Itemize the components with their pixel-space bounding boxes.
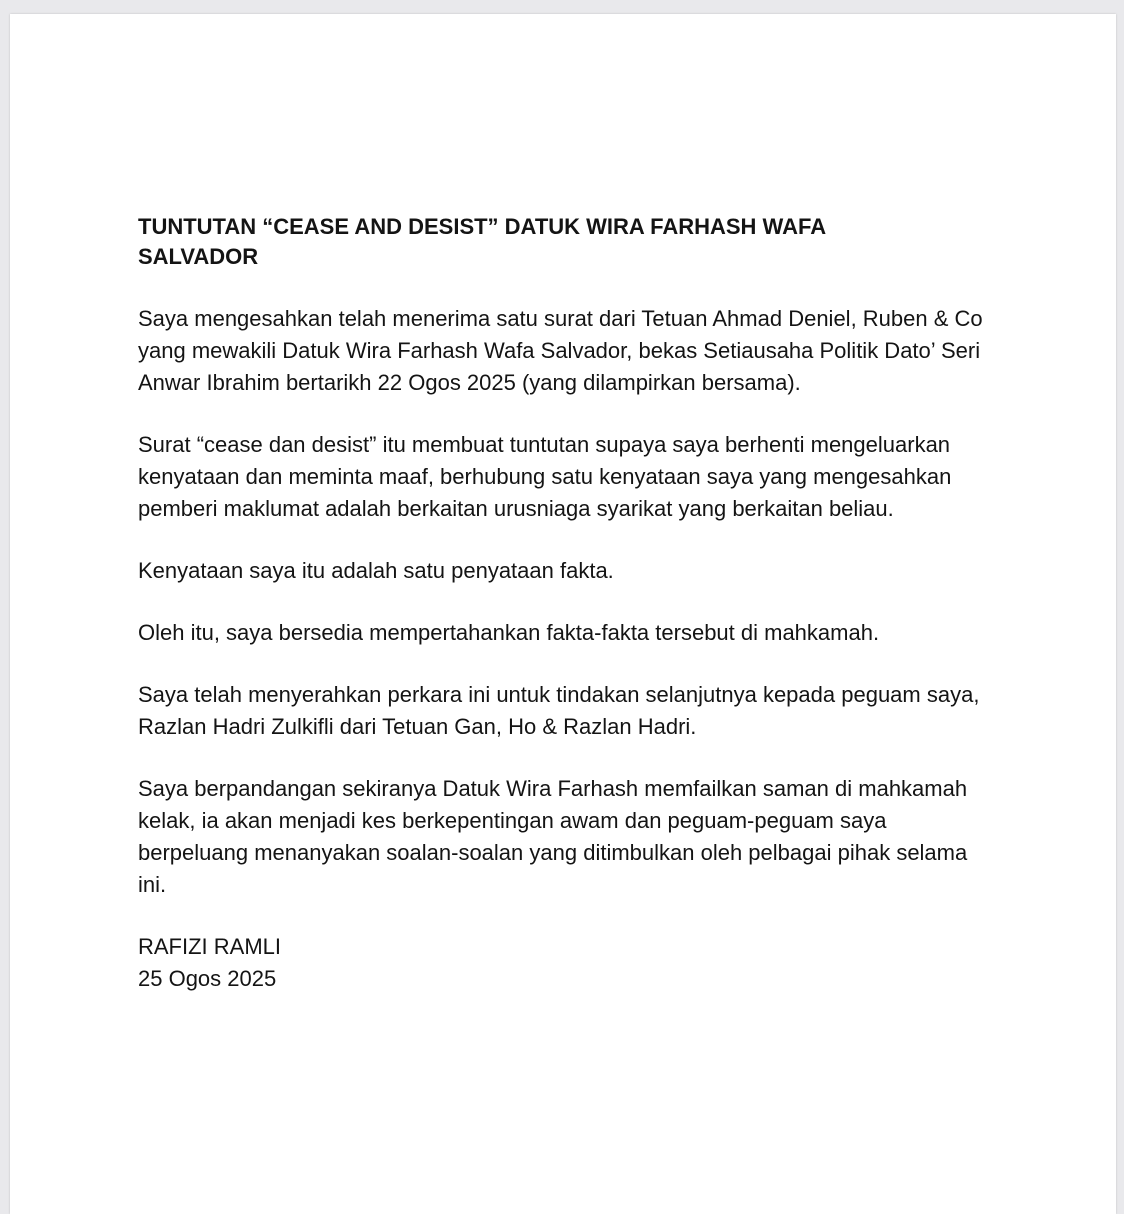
document-content <box>138 212 998 995</box>
paragraph-demand: Surat “cease dan desist” itu membuat tuntutan supaya saya berhenti mengeluarkan kenyataan dan meminta maaf, berhubung satu kenyataan saya yang mengesahkan pemberi maklumat adalah berkaitan urusniaga syarikat yang berkaitan beliau. <box>138 432 952 521</box>
document-title: TUNTUTAN “CEASE AND DESIST” DATUK WIRA FARHASH WAFA SALVADOR <box>138 214 826 269</box>
signature-date: 25 Ogos 2025 <box>138 966 277 991</box>
paragraph-public-interest: Saya berpandangan sekiranya Datuk Wira Farhash memfailkan saman di mahkamah kelak, ia akan menjadi kes berkepentingan awam dan peguam-peguam saya berpeluang menanyakan soalan-soalan yang ditimbulkan oleh pelbagai pihak selama ini. <box>138 776 968 897</box>
paragraph-lawyer: Saya telah menyerahkan perkara ini untuk tindakan selanjutnya kepada peguam saya, Razlan Hadri Zulkifli dari Tetuan Gan, Ho & Razlan Hadri. <box>138 682 980 739</box>
paragraph-fact-statement: Kenyataan saya itu adalah satu penyataan fakta. <box>138 558 614 583</box>
signature-block <box>138 931 998 995</box>
paragraph-defend-facts: Oleh itu, saya bersedia mempertahankan fakta-fakta tersebut di mahkamah. <box>138 620 880 645</box>
signatory-name: RAFIZI RAMLI <box>138 934 282 959</box>
paragraph-receipt: Saya mengesahkan telah menerima satu surat dari Tetuan Ahmad Deniel, Ruben & Co yang mewakili Datuk Wira Farhash Wafa Salvador, bekas Setiausaha Politik Dato’ Seri Anwar Ibrahim bertarikh 22 Ogos 2025 (yang dilampirkan bersama). <box>138 306 983 395</box>
document-page <box>10 14 1116 1214</box>
